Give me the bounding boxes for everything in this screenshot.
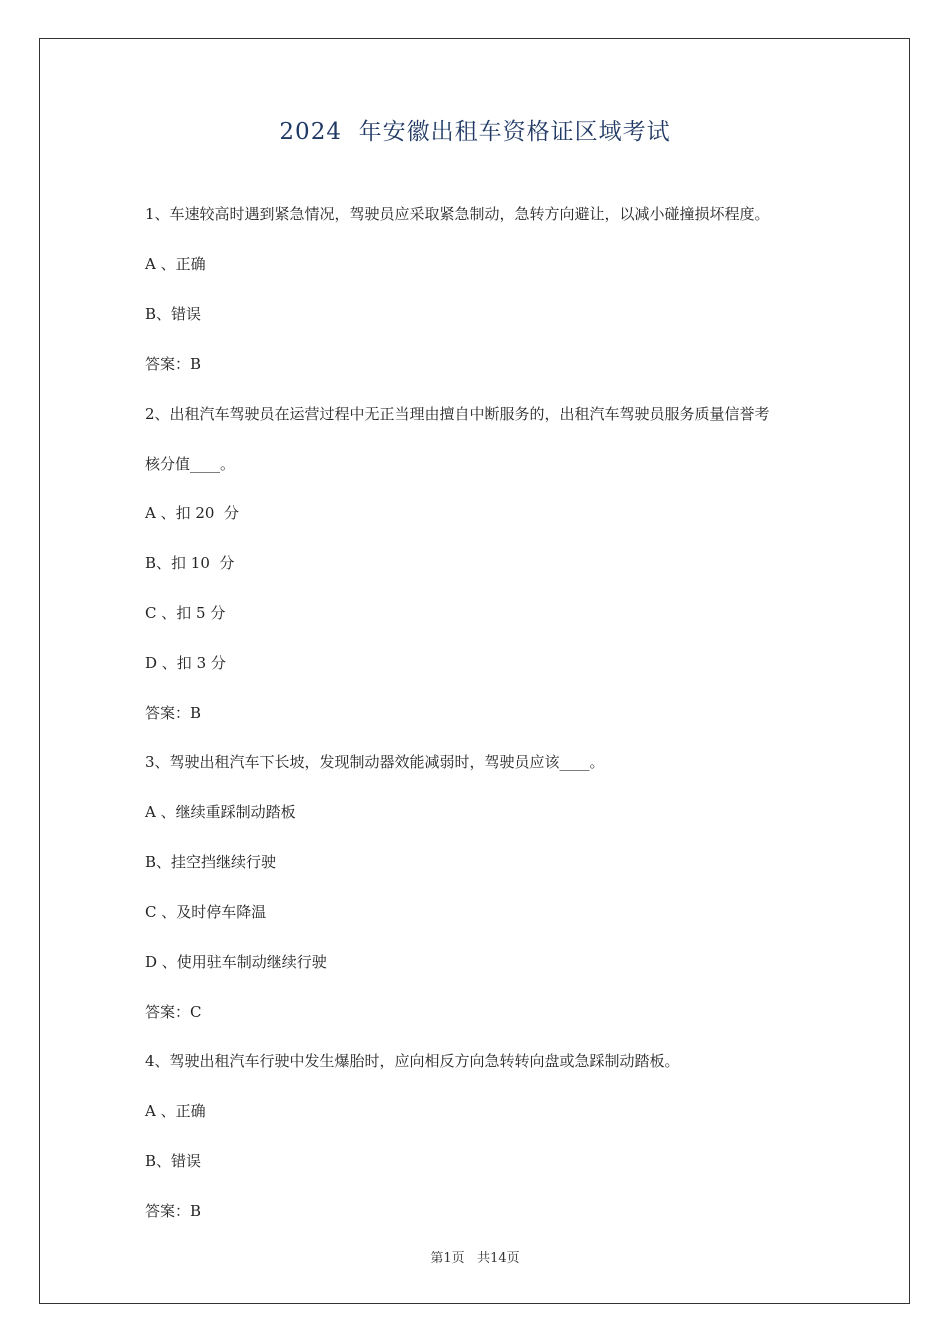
question-3-option-b: B、挂空挡继续行驶 — [145, 853, 277, 871]
question-1-answer: 答案：B — [145, 355, 202, 373]
question-2-stem-continued: 核分值____。 — [145, 455, 236, 473]
page-footer — [0, 1247, 950, 1266]
question-2-option-a: A 、扣 20 分 — [145, 504, 239, 522]
question-2-stem: 2、出租汽车驾驶员在运营过程中无正当理由擅自中断服务的，出租汽车驾驶员服务质量信誉考 — [145, 405, 770, 423]
question-1-option-a: A 、正确 — [145, 255, 206, 273]
question-3-answer: 答案：C — [145, 1003, 202, 1021]
question-1-stem: 1、车速较高时遇到紧急情况，驾驶员应采取紧急制动，急转方向避让，以减小碰撞损坏程度。 — [145, 205, 770, 223]
question-4-option-a: A 、正确 — [145, 1102, 206, 1120]
question-1-option-b: B、错误 — [145, 305, 202, 323]
question-4-option-b: B、错误 — [145, 1152, 202, 1170]
document-title: 2024 年安徽出租车资格证区域考试 — [279, 119, 671, 145]
question-3-option-d: D 、使用驻车制动继续行驶 — [145, 953, 327, 971]
question-3-option-c: C 、及时停车降温 — [145, 903, 267, 921]
question-4-stem: 4、驾驶出租汽车行驶中发生爆胎时，应向相反方向急转转向盘或急踩制动踏板。 — [145, 1052, 680, 1070]
total-pages: 共14页 — [477, 1251, 520, 1266]
page-number: 第1页 — [430, 1251, 465, 1266]
question-3-option-a: A 、继续重踩制动踏板 — [145, 803, 296, 821]
question-2-option-b: B、扣 10 分 — [145, 554, 235, 572]
question-3-stem: 3、驾驶出租汽车下长坡，发现制动器效能减弱时，驾驶员应该____。 — [145, 753, 605, 771]
question-2-answer: 答案：B — [145, 704, 202, 722]
question-4-answer: 答案：B — [145, 1202, 202, 1220]
question-2-option-c: C 、扣 5 分 — [145, 604, 226, 622]
question-2-option-d: D 、扣 3 分 — [145, 654, 226, 672]
